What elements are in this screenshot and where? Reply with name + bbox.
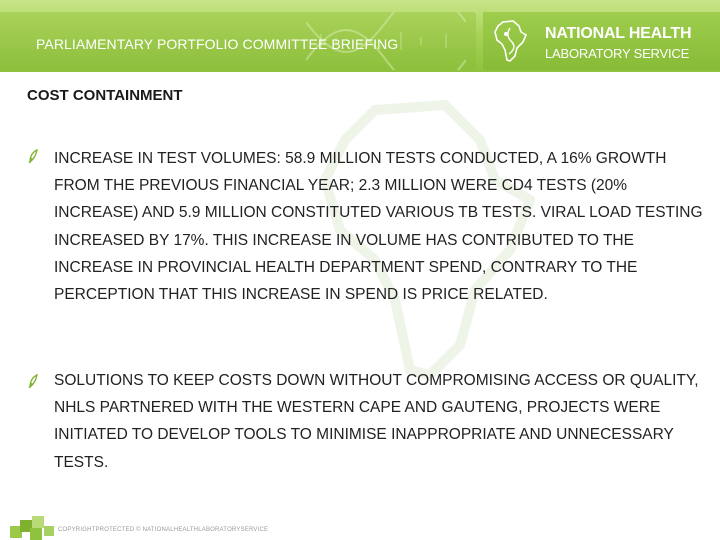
nhls-logo [483, 12, 720, 70]
leaf-bullet-icon [28, 148, 38, 164]
logo-text-line2: LABORATORY SERVICE [545, 46, 690, 61]
green-cubes-decoration [8, 514, 60, 540]
bullet-cost-solutions: SOLUTIONS TO KEEP COSTS DOWN WITHOUT COMPROMISING ACCESS OR QUALITY, NHLS PARTNERED WITH THE WESTERN CAPE AND GAUTENG, PROJECTS WERE INITIATED TO DEVELOP TOOLS TO MINIMISE INAPPROPRIATE AND UNNECESSARY TESTS. [54, 372, 699, 471]
leaf-bullet-icon [28, 373, 38, 389]
logo-text-line1: NATIONAL HEALTH [545, 25, 692, 42]
header-title: PARLIAMENTARY PORTFOLIO COMMITTEE BRIEFING [36, 36, 399, 52]
section-title: COST CONTAINMENT [27, 87, 183, 104]
bullet-test-volumes: INCREASE IN TEST VOLUMES: 58.9 MILLION TESTS CONDUCTED, A 16% GROWTH FROM THE PREVIOUS FINANCIAL YEAR; 2.3 MILLION WERE CD4 TESTS (20% INCREASE) AND 5.9 MILLION CONSTITUTED VARIOUS TB TESTS. VIRAL LOAD TESTING INCREASED BY 17%. THIS INCREASE IN VOLUME HAS CONTRIBUTED TO THE INCREASE IN PROVINCIAL HEALTH DEPARTMENT SPEND, CONTRARY TO THE PERCEPTION THAT THIS INCREASE IN SPEND IS PRICE RELATED. [54, 150, 703, 304]
copyright-notice: COPYRIGHTPROTECTED © NATIONALHEALTHLABORATORYSERVICE [58, 527, 269, 533]
africa-map-icon [493, 20, 527, 62]
